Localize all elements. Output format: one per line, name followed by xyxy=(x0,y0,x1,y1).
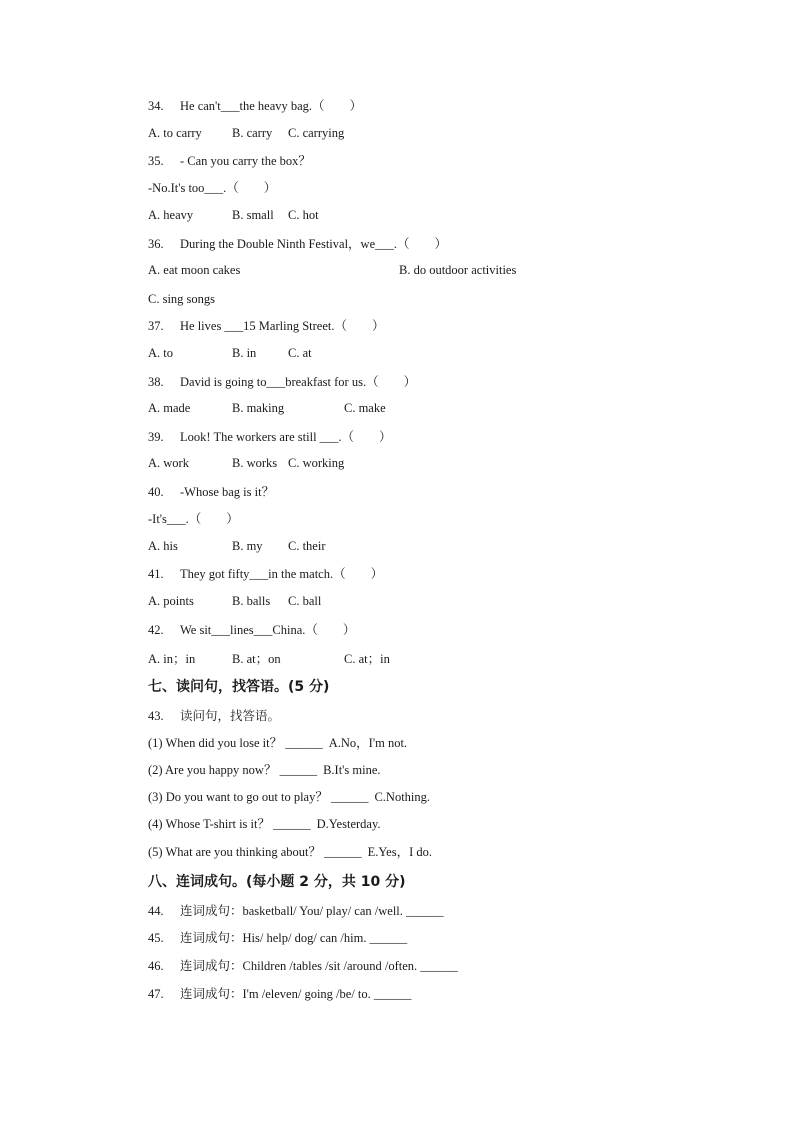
question-42 xyxy=(148,622,355,638)
option-b: B. small xyxy=(232,208,274,222)
question-number: 37. xyxy=(148,319,164,333)
match-item-5 xyxy=(148,844,432,860)
options-40 xyxy=(148,539,648,555)
option-a: A. heavy xyxy=(148,208,194,222)
question-text: - Can you carry the box？ xyxy=(180,154,311,168)
question-39 xyxy=(148,429,392,445)
option-a: A. eat moon cakes xyxy=(148,263,241,277)
match-question: (2) Are you happy now？ ______ xyxy=(148,763,318,777)
question-35-reply: -No.It's too___.（ ） xyxy=(148,181,277,195)
option-b: B. works xyxy=(232,456,278,470)
match-item-1 xyxy=(148,735,407,751)
question-text: 连词成句：I'm /eleven/ going /be/ to. ______ xyxy=(180,987,412,1001)
section-8-heading: 八、连词成句。(每小题 2 分，共 10 分) xyxy=(148,874,406,890)
question-38 xyxy=(148,374,416,390)
question-40-reply: -It's___.（ ） xyxy=(148,512,239,526)
options-39 xyxy=(148,456,648,472)
question-number: 43. xyxy=(148,709,164,723)
options-38 xyxy=(148,401,648,417)
question-number: 36. xyxy=(148,237,164,251)
option-b: B. making xyxy=(232,401,285,415)
question-46 xyxy=(148,958,458,974)
question-number: 42. xyxy=(148,623,164,637)
question-40 xyxy=(148,484,274,500)
question-text: He can't___the heavy bag.（ ） xyxy=(180,99,363,113)
match-question: (5) What are you thinking about？ ______ xyxy=(148,845,362,859)
option-b: B. balls xyxy=(232,594,271,608)
question-number: 45. xyxy=(148,931,164,945)
question-number: 34. xyxy=(148,99,164,113)
option-c: C. make xyxy=(344,401,386,415)
option-c: C. sing songs xyxy=(148,292,216,306)
question-text: They got fifty___in the match.（ ） xyxy=(180,567,384,581)
options-36 xyxy=(148,263,648,279)
options-37 xyxy=(148,346,648,362)
option-c: C. their xyxy=(288,539,326,553)
section-7-heading: 七、读问句，找答语。(5 分) xyxy=(148,679,330,695)
option-a: A. work xyxy=(148,456,189,470)
question-number: 47. xyxy=(148,987,164,1001)
option-c: C. at xyxy=(288,346,312,360)
question-35 xyxy=(148,153,311,169)
option-a: A. to carry xyxy=(148,126,202,140)
option-c: C. hot xyxy=(288,208,319,222)
match-question: (4) Whose T-shirt is it？ ______ xyxy=(148,817,311,831)
match-question: (3) Do you want to go out to play？ ______ xyxy=(148,790,369,804)
question-text: 连词成句：basketball/ You/ play/ can /well. ______ xyxy=(180,904,444,918)
option-a: A. made xyxy=(148,401,191,415)
options-34 xyxy=(148,126,648,142)
option-a: A. to xyxy=(148,346,173,360)
option-b: B. my xyxy=(232,539,263,553)
question-number: 41. xyxy=(148,567,164,581)
question-text: 读问句，找答语。 xyxy=(180,709,281,723)
question-text: Look! The workers are still ___.（ ） xyxy=(180,430,392,444)
question-36 xyxy=(148,236,447,252)
question-number: 39. xyxy=(148,430,164,444)
match-answer: E.Yes，I do. xyxy=(367,845,432,859)
question-34 xyxy=(148,98,362,114)
match-item-4 xyxy=(148,816,381,832)
option-c: C. working xyxy=(288,456,345,470)
question-number: 44. xyxy=(148,904,164,918)
option-a: A. points xyxy=(148,594,194,608)
question-47 xyxy=(148,986,411,1002)
question-44 xyxy=(148,903,444,919)
question-number: 35. xyxy=(148,154,164,168)
question-text: During the Double Ninth Festival，we___.（ ） xyxy=(180,237,447,251)
option-a: A. in；in xyxy=(148,652,196,666)
question-45 xyxy=(148,930,407,946)
option-b: B. at；on xyxy=(232,652,281,666)
match-answer: B.It's mine. xyxy=(323,763,381,777)
question-41 xyxy=(148,566,383,582)
match-question: (1) When did you lose it？ ______ xyxy=(148,736,323,750)
question-43 xyxy=(148,708,280,724)
options-42 xyxy=(148,649,648,665)
option-b: B. carry xyxy=(232,126,273,140)
question-text: David is going to___breakfast for us.（ ） xyxy=(180,375,417,389)
option-c: C. carrying xyxy=(288,126,345,140)
question-text: He lives ___15 Marling Street.（ ） xyxy=(180,319,385,333)
question-number: 46. xyxy=(148,959,164,973)
question-text: 连词成句：His/ help/ dog/ can /him. ______ xyxy=(180,931,408,945)
match-answer: A.No，I'm not. xyxy=(328,736,408,750)
option-b: B. do outdoor activities xyxy=(399,263,517,277)
option-b: B. in xyxy=(232,346,257,360)
question-text: -Whose bag is it？ xyxy=(180,485,275,499)
question-number: 40. xyxy=(148,485,164,499)
option-c: C. at；in xyxy=(344,652,390,666)
question-37 xyxy=(148,318,385,334)
option-c: C. ball xyxy=(288,594,322,608)
match-answer: C.Nothing. xyxy=(374,790,431,804)
options-35 xyxy=(148,208,648,224)
option-a: A. his xyxy=(148,539,178,553)
question-number: 38. xyxy=(148,375,164,389)
match-answer: D.Yesterday. xyxy=(316,817,381,831)
match-item-3 xyxy=(148,789,430,805)
options-41 xyxy=(148,594,648,610)
question-text: 连词成句：Children /tables /sit /around /often. ______ xyxy=(180,959,458,973)
match-item-2 xyxy=(148,762,381,778)
question-text: We sit___lines___China.（ ） xyxy=(180,623,356,637)
